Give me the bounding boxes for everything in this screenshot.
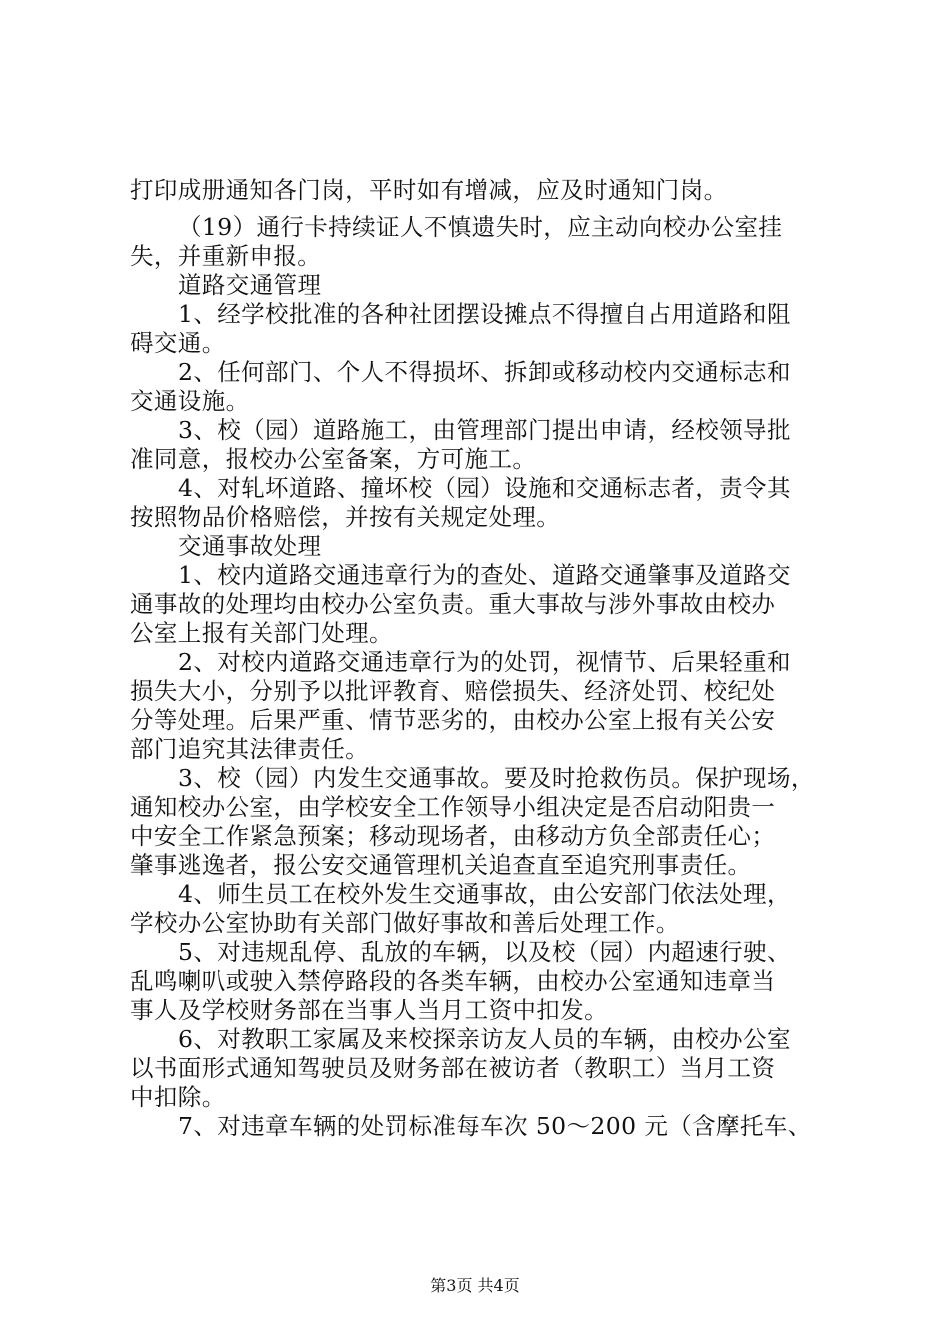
text-line: 4、师生员工在校外发生交通事故，由公安部门依法处理，	[178, 880, 791, 908]
text-line: 1、校内道路交通违章行为的查处、道路交通肇事及道路交	[178, 561, 791, 589]
text-line: 事人及学校财务部在当事人当月工资中扣发。	[130, 996, 608, 1024]
text-line: 7、对违章车辆的处罚标准每车次 50～200 元（含摩托车、	[178, 1112, 812, 1140]
text-line: 损失大小，分别予以批评教育、赔偿损失、经济处罚、校纪处	[130, 677, 776, 705]
text-line: 乱鸣喇叭或驶入禁停路段的各类车辆，由校办公室通知违章当	[130, 967, 776, 995]
text-line: 通事故的处理均由校办公室负责。重大事故与涉外事故由校办	[130, 590, 776, 618]
text-line: 通知校办公室，由学校安全工作领导小组决定是否启动阳贵一	[130, 793, 776, 821]
text-line: 失，并重新申报。	[130, 242, 322, 270]
page-footer: 第3页 共4页	[430, 1276, 520, 1295]
text-line: 按照物品价格赔偿，并按有关规定处理。	[130, 503, 561, 531]
text-line: 道路交通管理	[178, 271, 322, 299]
text-line: 3、校（园）道路施工，由管理部门提出申请，经校领导批	[178, 416, 791, 444]
text-line: 碍交通。	[130, 329, 226, 357]
text-line: 交通设施。	[130, 387, 250, 415]
text-line: 1、经学校批准的各种社团摆设摊点不得擅自占用道路和阻	[178, 300, 791, 328]
text-line: 中扣除。	[130, 1083, 226, 1111]
text-line: 5、对违规乱停、乱放的车辆，以及校（园）内超速行驶、	[178, 938, 791, 966]
text-line: 中安全工作紧急预案；移动现场者，由移动方负全部责任心；	[130, 822, 776, 850]
text-line: 6、对教职工家属及来校探亲访友人员的车辆，由校办公室	[178, 1025, 791, 1053]
text-line: 以书面形式通知驾驶员及财务部在被访者（教职工）当月工资	[130, 1054, 776, 1082]
text-line: 2、任何部门、个人不得损坏、拆卸或移动校内交通标志和	[178, 358, 791, 386]
text-line: 肇事逃逸者，报公安交通管理机关追查直至追究刑事责任。	[130, 851, 752, 879]
text-line: （19）通行卡持续证人不慎遗失时，应主动向校办公室挂	[178, 213, 783, 241]
text-line: 4、对轧坏道路、撞坏校（园）设施和交通标志者，责令其	[178, 474, 791, 502]
text-line: 分等处理。后果严重、情节恶劣的，由校办公室上报有关公安	[130, 706, 776, 734]
text-line: 部门追究其法律责任。	[130, 735, 369, 763]
text-line: 交通事故处理	[178, 532, 322, 560]
text-line: 3、校（园）内发生交通事故。要及时抢救伤员。保护现场，	[178, 764, 815, 792]
text-line: 2、对校内道路交通违章行为的处罚，视情节、后果轻重和	[178, 648, 791, 676]
text-line: 公室上报有关部门处理。	[130, 619, 393, 647]
text-line: 学校办公室协助有关部门做好事故和善后处理工作。	[130, 909, 680, 937]
text-line: 准同意，报校办公室备案，方可施工。	[130, 445, 537, 473]
text-line: 打印成册通知各门岗，平时如有增减，应及时通知门岗。	[130, 176, 728, 204]
